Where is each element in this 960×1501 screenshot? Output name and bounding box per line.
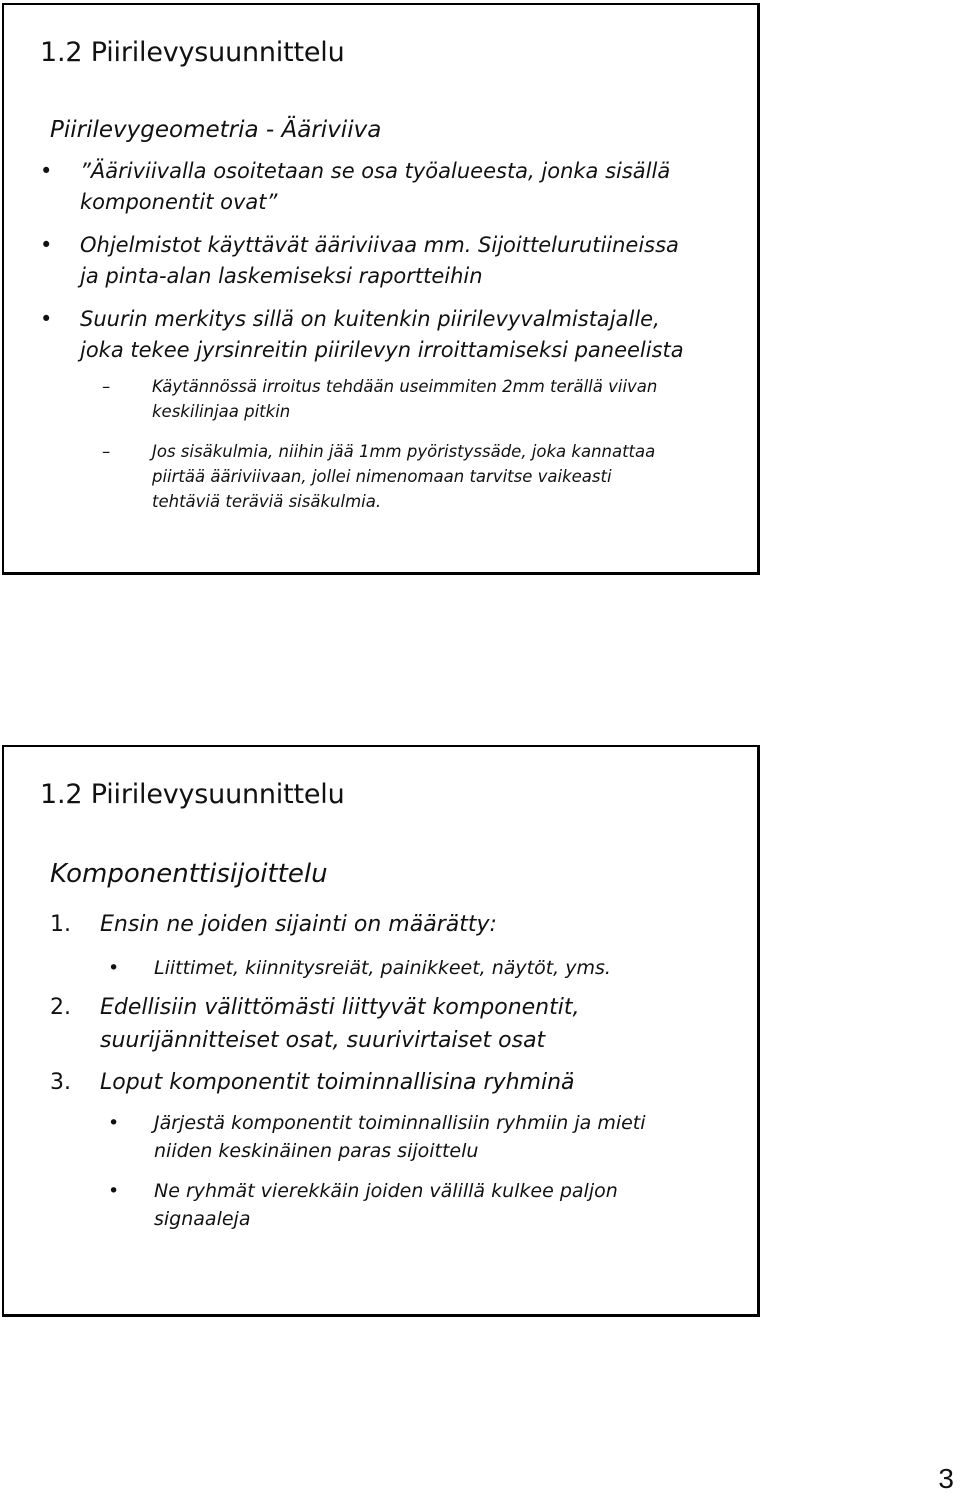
slide-1-title: 1.2 Piirilevysuunnittelu [40, 37, 345, 68]
item-number: 2. [50, 995, 71, 1020]
bullet-text-line: komponentit ovat” [80, 190, 278, 214]
item-number: 3. [50, 1070, 71, 1095]
bullet-marker: • [40, 233, 53, 257]
item-number: 1. [50, 912, 71, 937]
sub-bullet-text-line: tehtäviä teräviä sisäkulmia. [152, 492, 382, 511]
sub-bullet-text-line: piirtää ääriviivaan, jollei nimenomaan tarvitse vaikeasti [152, 467, 612, 486]
bullet-text-line: Ohjelmistot käyttävät ääriviivaa mm. Sijoittelurutiineissa [80, 233, 679, 257]
sub-item-text-line: niiden keskinäinen paras sijoittelu [154, 1140, 479, 1162]
sub-item-text-line: Liittimet, kiinnitysreiät, painikkeet, näytöt, yms. [154, 957, 611, 979]
sub-item-text-line: Järjestä komponentit toiminnallisiin ryhmiin ja mieti [154, 1112, 646, 1134]
sub-bullet-text-line: keskilinjaa pitkin [152, 402, 291, 421]
item-text-line: suurijännitteiset osat, suurivirtaiset osat [100, 1028, 546, 1053]
bullet-marker: • [108, 1112, 120, 1134]
bullet-marker: • [40, 159, 53, 183]
slide-1-subtitle: Piirilevygeometria - Ääriviiva [50, 117, 382, 143]
bullet-text-line: ”Ääriviivalla osoitetaan se osa työalueesta, jonka sisällä [80, 159, 671, 183]
sub-bullet-text-line: Käytännössä irroitus tehdään useimmiten 2mm terällä viivan [152, 377, 658, 396]
slide-2-subtitle: Komponenttisijoittelu [50, 859, 328, 889]
sub-bullet-text-line: Jos sisäkulmia, niihin jää 1mm pyöristyssäde, joka kannattaa [152, 442, 656, 461]
slide-1 [2, 3, 760, 575]
sub-item-text-line: Ne ryhmät vierekkäin joiden välillä kulkee paljon [154, 1180, 618, 1202]
item-text-line: Loput komponentit toiminnallisina ryhminä [100, 1070, 575, 1095]
slide-2-title: 1.2 Piirilevysuunnittelu [40, 779, 345, 810]
bullet-text-line: joka tekee jyrsinreitin piirilevyn irroittamiseksi paneelista [80, 338, 684, 362]
bullet-text-line: ja pinta-alan laskemiseksi raportteihin [80, 264, 483, 288]
item-text-line: Edellisiin välittömästi liittyvät komponentit, [100, 995, 580, 1020]
slide-2 [2, 745, 760, 1317]
bullet-marker: • [108, 1180, 120, 1202]
sub-item-text-line: signaaleja [154, 1208, 251, 1230]
bullet-marker: • [40, 307, 53, 331]
page-number: 3 [938, 1463, 954, 1494]
dash-marker: – [102, 377, 111, 396]
bullet-text-line: Suurin merkitys sillä on kuitenkin piirilevyvalmistajalle, [80, 307, 660, 331]
dash-marker: – [102, 442, 111, 461]
item-text-line: Ensin ne joiden sijainti on määrätty: [100, 912, 497, 937]
bullet-marker: • [108, 957, 120, 979]
